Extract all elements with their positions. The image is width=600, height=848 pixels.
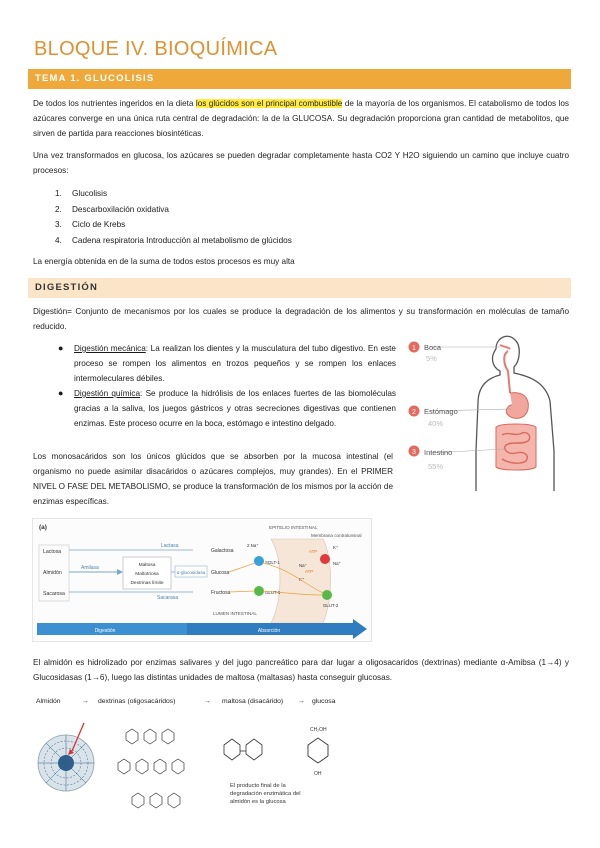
dextrin-structures [118,729,184,808]
caption-part-3: almidón es la glucosa [230,799,286,805]
label-organ-intestino: Intestino [424,448,453,457]
bullet-term: Digestión mecánica [74,344,146,353]
sugar-glucosa: Glucosa [211,570,230,576]
list-number: 4. [55,235,62,245]
caption-part-1: El producto final de la [230,783,286,789]
label-organ-boca: Boca [424,343,442,352]
label-number-1: 1 [412,345,416,352]
enzyme-glucosidasa: α-glucosidasa [176,570,206,575]
step-arrow-1: → [82,698,89,705]
label-number-3: 3 [412,449,416,456]
intro-pre: De todos los nutrientes ingeridos en la dieta [33,99,196,108]
glucose-structure [308,727,328,777]
transporter-sglt1 [254,556,264,566]
section-bar-digestion: DIGESTIÓN [28,278,571,298]
enzyme-sacarasa: Sacarasa [157,595,179,601]
section-bar-glucolisis: TEMA 1. GLUCOLISIS [28,69,571,89]
page-title: BLOQUE IV. BIOQUÍMICA [34,38,278,60]
pump-red [320,554,330,564]
ion-k-1: K⁺ [333,545,339,550]
process-label: Ciclo de Krebs [72,220,126,229]
digestion-absorption-diagram [32,518,372,642]
bottom-label-absorcion: Absorción [257,628,281,634]
energy-paragraph: La energía obtenida en de la suma de todos estos procesos es muy alta [33,257,295,266]
ion-na-1: Na⁺ [299,563,307,568]
starch-granule [38,723,94,791]
label-organ-estomago: Estómago [424,407,458,416]
intro-highlight: los glúcidos son el principal combustible [195,99,343,108]
list-item [55,186,292,202]
sugar-galactosa: Galactosa [211,548,234,554]
product-maltosa: Maltosa [138,563,156,568]
substrate-almidon: Almidón [43,570,62,576]
glucose-oh: OH [314,771,322,777]
process-list [55,186,292,248]
caption-line [230,783,302,805]
ion-na-2: Na⁺ [333,561,341,566]
list-item [58,341,396,386]
list-number: 1. [55,189,62,198]
label-pct-intestino: 55% [428,462,444,471]
transporter-label-glut5: GLUT-5 [265,590,281,595]
diagram-tag: (a) [39,524,47,531]
transporter-glut2 [322,590,332,600]
product-maltotriosa: Maltotriosa [135,572,159,577]
list-number: 3. [55,220,62,229]
bottom-label-digestion: Digestión [94,628,116,634]
product-dextrinas: Dextrinas límite [130,581,164,586]
enzyme-amilasa: Amilasa [81,565,99,571]
step-arrow-2: → [204,698,211,705]
enzyme-lactasa: Lactasa [161,543,179,549]
substrate-lactosa: Lactosa [43,549,62,555]
intro-post: de la mayoría de los organismos. El catabolismo de todos los azúcares converge en una única ruta central de degradación: la de la GLUCOSA. Su degradación proporciona gran cantidad de metabolitos, que sirven de partida para reacciones biosintéticas. [33,99,570,138]
list-item [55,202,292,218]
list-item [55,233,292,249]
bullet-text: : Se produce la hidrólisis de los enlaces fuertes de las biomoléculas gracias a la saliva, los juegos gástricos y otras secreciones digestivas que contienen enzimas. Este proceso ocurre en la boca, estómago e intestino delgado. [74,389,396,428]
label-pct-estomago: 40% [428,419,444,428]
bullet-dot: ● [58,388,64,398]
step-dextrinas: dextrinas (oligosacáridos) [98,698,176,705]
esophagus [504,351,510,393]
list-item [55,217,292,233]
step-maltosa: maltosa (disacárido) [222,698,284,705]
list-number: 2. [55,204,62,214]
transporter-glut5 [254,586,264,596]
epitelio-label: EPITELIO INTESTINAL [269,525,318,530]
ion-k-2: K⁺ [299,577,305,582]
process-label: Descarboxilación oxidativa [72,204,169,214]
digestion-bullets [58,341,396,431]
mouth [500,345,510,349]
intro-paragraph [33,96,569,141]
transporter-label-sglt1: SGLT-1 [265,560,280,565]
membrana-label: Membrana contraluminal [311,533,362,538]
bullet-dot: ● [58,343,64,353]
label-number-2: 2 [412,409,416,416]
label-pct-boca: 5% [426,354,437,363]
ion-2na: 2 Na⁺ [247,543,259,548]
process-label: Glucolisis [72,189,108,198]
step-arrow-3: → [298,698,305,705]
monosaccharide-paragraph: Los monosacáridos son los únicos glúcidos que se absorben por la mucosa intestinal (el organismo no puede asimilar disacáridos o azúcares complejos, muy grandes). En el PRIMER NIVEL O FASE DEL METABOLISMO, se produce la transformación de los mismos por la acción de enzimas específicas. [33,452,393,506]
step-almidon: Almidón [36,698,61,705]
lumen-label: LUMEN INTESTINAL [213,611,257,616]
maltose-structure [224,739,262,760]
atp-2: ATP [305,569,314,574]
digestive-system-figure [404,331,574,491]
transporter-label-glut2: GLUT-2 [323,603,339,608]
transform-paragraph: Una vez transformados en glucosa, los azúcares se pueden degradar completamente hasta CO2 Y H2O siguiendo un camino que incluye cuatro procesos: [33,151,569,175]
sugar-fructosa: Fructosa [211,590,231,596]
glucose-ch2oh: CH₂OH [310,727,327,733]
atp-1: ATP [309,549,318,554]
step-glucosa: glucosa [312,698,336,705]
starch-degradation-figure [32,693,352,843]
bullet-term: Digestión química [74,389,141,398]
stomach [506,393,528,419]
bullet-text: : La realizan los dientes y la musculatura del tubo digestivo. En este proceso se rompen los alimentos en trozos pequeños y se rompen los enlaces intermoleculares débiles. [74,344,396,383]
list-item [58,386,396,431]
almidon-paragraph: El almidón es hidrolizado por enzimas salivares y del jugo pancreático para dar lugar a oligosacaridos (dextrinas) mediante α-Amibsa (1→4) y Glucosidasas (1→6), luego las distintas unidades de maltosa (maltasas) hasta conseguir glucosas. [33,658,569,682]
substrate-sacarosa: Sacarosa [43,591,65,597]
process-label: Cadena respiratoria Introducción al metabolismo de glúcidos [72,235,292,245]
digestion-definition: Digestión= Conjunto de mecanismos por los cuales se produce la degradación de los alimentos y su transformación en moléculas de tamaño reducido. [33,307,569,331]
caption-part-2: degradación enzimática del [230,791,301,797]
digestion-absorption-svg [33,519,371,641]
